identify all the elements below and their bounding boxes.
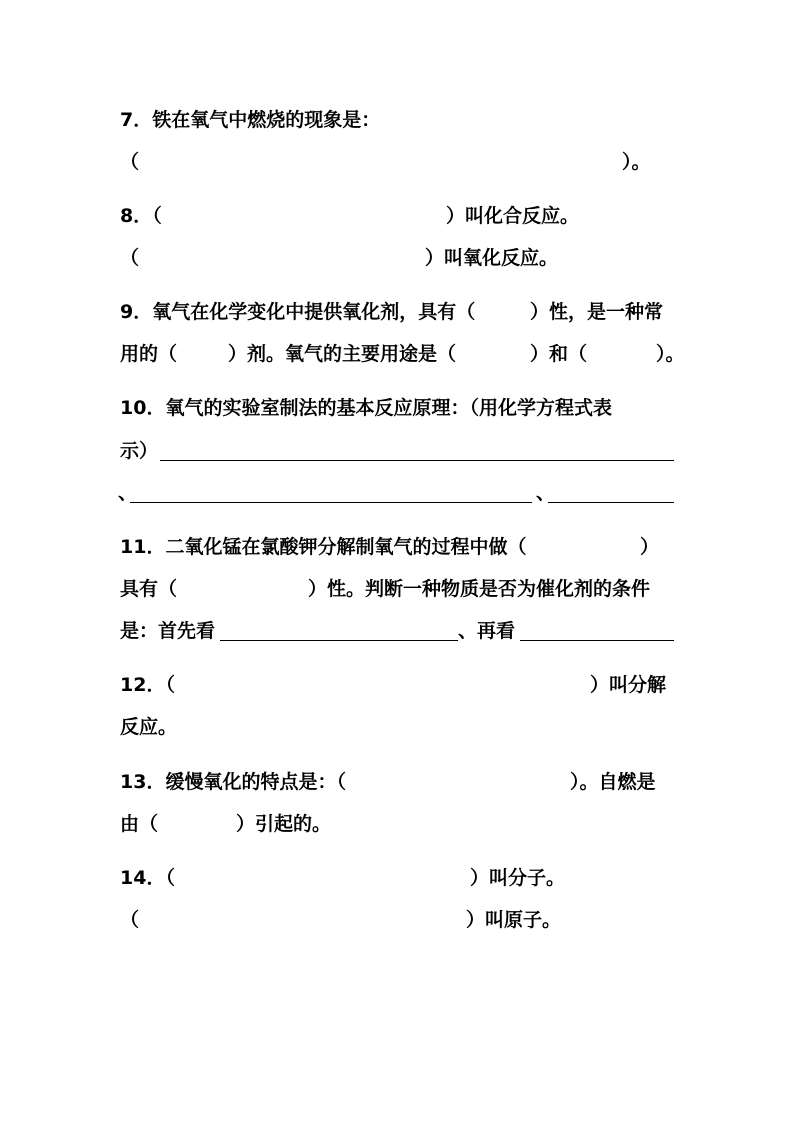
q14-line1-b: ）叫分子。 bbox=[470, 867, 566, 889]
q10-answer-underline-3 bbox=[548, 502, 674, 503]
q12-line2: 反应。 bbox=[120, 716, 178, 738]
q14-line2-a: （ bbox=[120, 909, 140, 931]
q14-line1-a: 14．（ bbox=[120, 867, 175, 889]
q10-separator-1: 、 bbox=[118, 482, 138, 504]
q11-line2-a: 具有（ bbox=[120, 578, 178, 600]
q8-line2-close: ）叫氧化反应。 bbox=[425, 247, 559, 269]
q13-line2-b: ）引起的。 bbox=[236, 813, 332, 835]
q10-separator-2: 、 bbox=[536, 482, 556, 504]
q12-line1-a: 12．（ bbox=[120, 674, 175, 696]
q11-line1-b: ） bbox=[640, 536, 660, 558]
q12-line1-b: ）叫分解 bbox=[590, 674, 667, 696]
q7-line1: 7．铁在氧气中燃烧的现象是： bbox=[120, 109, 381, 131]
q13-line2-a: 由（ bbox=[120, 813, 159, 835]
q11-line3-b: 、再看 bbox=[458, 620, 516, 642]
q9-line1-a: 9．氧气在化学变化中提供氧化剂，具有（ bbox=[120, 301, 476, 323]
q10-line2: 示） bbox=[120, 440, 159, 462]
q11-answer-underline-1 bbox=[220, 640, 458, 641]
q11-line1-a: 11．二氧化锰在氯酸钾分解制氧气的过程中做（ bbox=[120, 536, 527, 558]
q8-line2-open: （ bbox=[120, 247, 140, 269]
q10-line1: 10．氧气的实验室制法的基本反应原理：（用化学方程式表 bbox=[120, 397, 612, 419]
q8-line1-open: 8．（ bbox=[120, 205, 162, 227]
q9-line2-d: ）。 bbox=[656, 343, 685, 365]
q8-line1-close: ）叫化合反应。 bbox=[446, 205, 580, 227]
q9-line2-a: 用的（ bbox=[120, 343, 178, 365]
q7-blank-close: ）。 bbox=[622, 151, 651, 173]
q9-line1-b: ）性，是一种常 bbox=[530, 301, 664, 323]
q10-answer-underline-1 bbox=[160, 460, 674, 461]
q10-answer-underline-2 bbox=[130, 502, 532, 503]
q9-line2-b: ）剂。氧气的主要用途是（ bbox=[228, 343, 457, 365]
q7-blank-open: （ bbox=[120, 151, 140, 173]
q11-line3-a: 是：首先看 bbox=[120, 620, 216, 642]
q13-line1-b: ）。自燃是 bbox=[570, 771, 656, 793]
q14-line2-b: ）叫原子。 bbox=[466, 909, 562, 931]
q9-line2-c: ）和（ bbox=[530, 343, 588, 365]
q11-line2-b: ）性。判断一种物质是否为催化剂的条件 bbox=[308, 578, 651, 600]
q13-line1-a: 13．缓慢氧化的特点是：（ bbox=[120, 771, 346, 793]
q11-answer-underline-2 bbox=[520, 640, 674, 641]
